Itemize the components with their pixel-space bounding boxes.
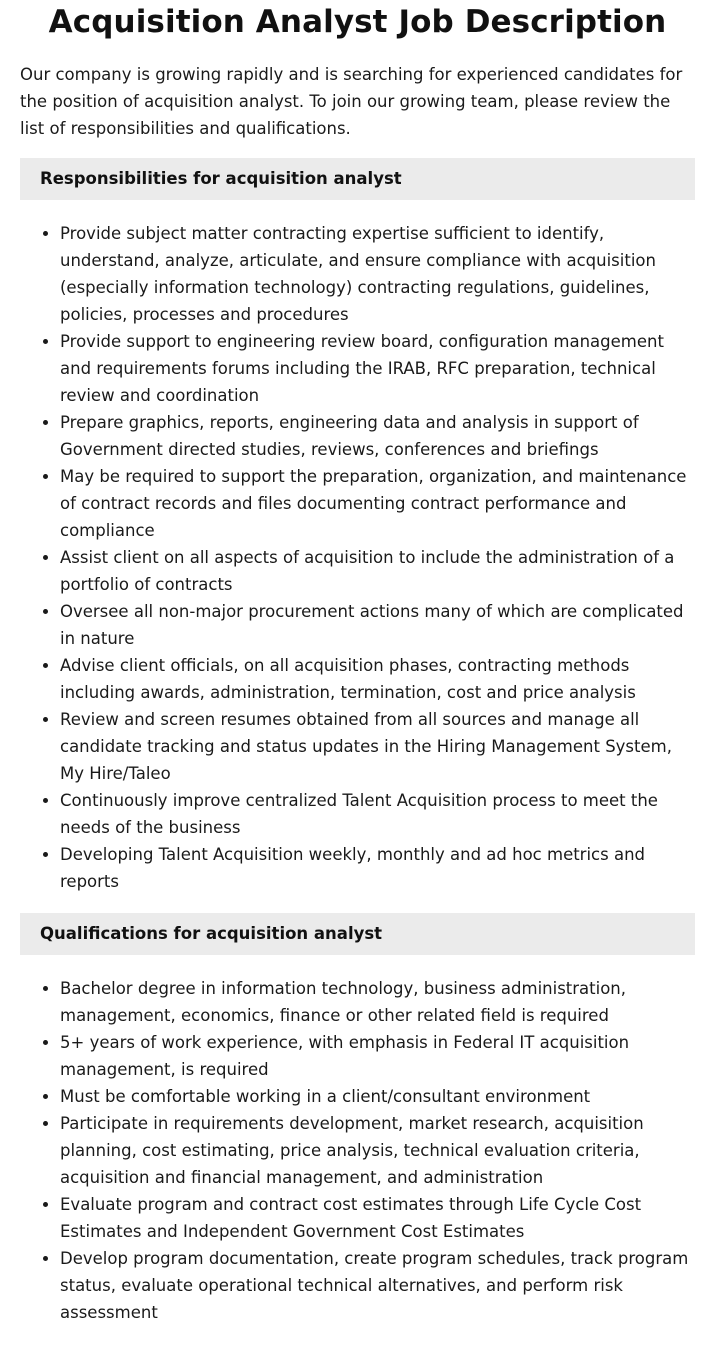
- list-item: • Participate in requirements development, market research, acquisition planning, cost estimating, price analysis, technical evaluation criteria, acquisition and financial management, and administration: [60, 1110, 695, 1191]
- intro-paragraph: Our company is growing rapidly and is searching for experienced candidates for the position of acquisition analyst. To join our growing team, please review the list of responsibilities and qualifications.: [20, 65, 683, 138]
- page-title: Acquisition Analyst Job Description: [48, 4, 667, 40]
- qualifications-list: [20, 975, 695, 1326]
- list-item: • Provide support to engineering review board, configuration management and requirements forums including the IRAB, RFC preparation, technical review and coordination: [60, 328, 695, 409]
- list-item: • Continuously improve centralized Talent Acquisition process to meet the needs of the business: [60, 787, 695, 841]
- list-item: • Bachelor degree in information technology, business administration, management, economics, finance or other related field is required: [60, 975, 695, 1029]
- job-description-page: [20, 0, 695, 1326]
- list-item: • Develop program documentation, create program schedules, track program status, evaluate operational technical alternatives, and perform risk assessment: [60, 1245, 695, 1326]
- qualifications-heading: Qualifications for acquisition analyst: [20, 913, 695, 955]
- list-item: • Advise client officials, on all acquisition phases, contracting methods including awards, administration, termination, cost and price analysis: [60, 652, 695, 706]
- list-item: • Developing Talent Acquisition weekly, monthly and ad hoc metrics and reports: [60, 841, 695, 895]
- responsibilities-list: [20, 220, 695, 895]
- list-item: • Assist client on all aspects of acquisition to include the administration of a portfolio of contracts: [60, 544, 695, 598]
- responsibilities-heading: Responsibilities for acquisition analyst: [20, 158, 695, 200]
- list-item: • Oversee all non-major procurement actions many of which are complicated in nature: [60, 598, 695, 652]
- list-item: • Must be comfortable working in a client/consultant environment: [60, 1083, 695, 1110]
- list-item: • May be required to support the preparation, organization, and maintenance of contract records and files documenting contract performance and compliance: [60, 463, 695, 544]
- list-item: • Evaluate program and contract cost estimates through Life Cycle Cost Estimates and Independent Government Cost Estimates: [60, 1191, 695, 1245]
- list-item: • Prepare graphics, reports, engineering data and analysis in support of Government directed studies, reviews, conferences and briefings: [60, 409, 695, 463]
- list-item: • 5+ years of work experience, with emphasis in Federal IT acquisition management, is required: [60, 1029, 695, 1083]
- list-item: • Provide subject matter contracting expertise sufficient to identify, understand, analyze, articulate, and ensure compliance with acquisition (especially information technology) contracting regulations, guidelines, policies, processes and procedures: [60, 220, 695, 328]
- list-item: • Review and screen resumes obtained from all sources and manage all candidate tracking and status updates in the Hiring Management System, My Hire/Taleo: [60, 706, 695, 787]
